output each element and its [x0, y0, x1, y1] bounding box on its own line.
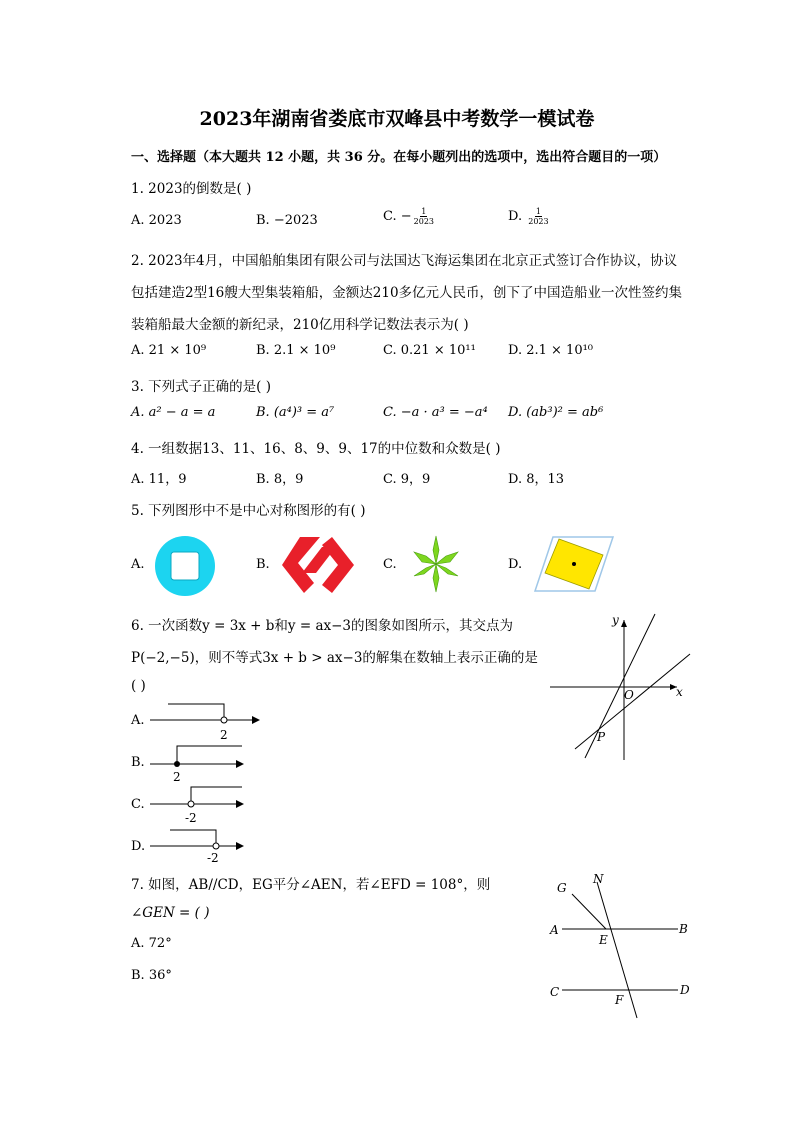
q5-option-b-label: B.	[256, 557, 270, 572]
q1-option-c	[383, 207, 434, 226]
axis-arrow-icon	[236, 760, 244, 768]
leaf-bottom	[433, 564, 439, 592]
steep-line	[585, 614, 655, 758]
q4-stem: 4. 一组数据13、11、16、8、9、9、17的中位数和众数是( )	[131, 441, 501, 457]
x-axis-label: x	[676, 685, 683, 699]
closed-point	[174, 761, 180, 767]
label-e: E	[599, 933, 608, 947]
label-a: A	[550, 923, 559, 937]
leaf-lower-right	[436, 564, 458, 576]
leaf-lower-left	[414, 564, 436, 576]
q2-line-2: 包括建造2型16艘大型集装箱船，金额达210多亿元人民币，创下了中国造船业一次性签约集	[131, 285, 683, 301]
q2-line-1: 2. 2023年4月，中国船舶集团有限公司与法国达飞海运集团在北京正式签订合作协议，协议	[131, 253, 678, 269]
q2-line-3: 装箱船最大金额的新纪录，210亿用科学记数法表示为( )	[131, 317, 469, 333]
q7-option-b: B. 36°	[131, 968, 172, 983]
axis-arrow-icon	[252, 716, 260, 724]
q5-option-a-label: A.	[131, 557, 145, 572]
open-point	[221, 717, 227, 723]
q7-option-a: A. 72°	[131, 936, 172, 951]
q1-option-c-prefix: C. −	[383, 209, 412, 224]
q6-line-1: 6. 一次函数y = 3x + b和y = ax−3的图象如图所示，其交点为	[131, 618, 514, 634]
q2-option-a: A. 21 × 10⁹	[131, 343, 207, 358]
q4-option-d: D. 8，13	[508, 472, 565, 487]
ray-eg	[572, 894, 606, 929]
q3-option-c: C. −a · a³ = −a⁴	[383, 405, 488, 420]
q1-option-c-fraction	[414, 207, 434, 226]
q6-option-b-label: B.	[131, 755, 145, 770]
tick-label: -2	[207, 851, 219, 865]
leaf-top	[433, 536, 439, 564]
label-b: B	[679, 922, 688, 936]
q6-option-d-label: D.	[131, 839, 146, 854]
y-axis-arrow-icon	[621, 620, 627, 627]
q1-option-d	[508, 207, 549, 226]
q7-figure	[540, 866, 700, 1026]
q1-option-d-den: 2023	[528, 217, 549, 226]
label-g: G	[557, 881, 567, 895]
q4-option-c: C. 9，9	[383, 472, 431, 487]
point-p-label: P	[597, 730, 606, 744]
section-heading: 一、选择题（本大题共 12 小题，共 36 分。在每小题列出的选项中，选出符合题目的一项）	[131, 150, 667, 165]
solution-ray	[170, 830, 216, 846]
axis-arrow-icon	[236, 800, 244, 808]
q1-option-c-num: 1	[421, 207, 427, 216]
q4-option-b: B. 8，9	[256, 472, 304, 487]
q3-option-b: B. (a⁴)³ = a⁷	[256, 405, 335, 420]
q6-option-c-label: C.	[131, 797, 145, 812]
q3-stem: 3. 下列式子正确的是( )	[131, 379, 271, 395]
q6-line-2: P(−2,−5)，则不等式3x + b > ax−3的解集在数轴上表示正确的是	[131, 650, 538, 666]
leaf-upper-right	[436, 552, 458, 564]
q1-stem: 1. 2023的倒数是( )	[131, 181, 252, 197]
q6-line-3: ( )	[131, 678, 146, 694]
q2-option-d: D. 2.1 × 10¹⁰	[508, 343, 594, 358]
q5-figure-b	[280, 535, 356, 595]
q3-option-d: D. (ab³)² = ab⁶	[508, 405, 604, 420]
q6-number-line-d	[150, 824, 250, 868]
q6-number-line-a	[150, 698, 265, 742]
tick-label: 2	[220, 728, 228, 742]
page-title: 2023年湖南省娄底市双峰县中考数学一模试卷	[199, 108, 595, 130]
q1-option-d-prefix: D.	[508, 209, 527, 224]
q6-graph	[545, 610, 695, 765]
solution-ray	[168, 704, 224, 720]
q5-stem: 5. 下列图形中不是中心对称图形的有( )	[131, 503, 366, 519]
q1-option-d-fraction	[528, 207, 548, 226]
q2-option-b: B. 2.1 × 10⁹	[256, 343, 336, 358]
q2-option-c: C. 0.21 × 10¹¹	[383, 343, 476, 358]
q5-figure-c	[400, 530, 472, 598]
solution-ray	[191, 787, 242, 804]
q6-number-line-c	[150, 782, 250, 826]
label-c: C	[550, 985, 560, 999]
open-point	[213, 843, 219, 849]
q6-number-line-b	[150, 740, 250, 784]
label-n: N	[593, 872, 604, 886]
solution-ray	[177, 746, 242, 764]
center-dot	[572, 562, 576, 566]
q5-option-d-label: D.	[508, 557, 523, 572]
q1-option-d-num: 1	[535, 207, 541, 216]
q7-line-2: ∠GEN = ( )	[131, 905, 210, 921]
q5-option-c-label: C.	[383, 557, 397, 572]
origin-label: O	[624, 688, 634, 702]
leaf-upper-left	[414, 552, 436, 564]
label-f: F	[615, 993, 624, 1007]
q5-figure-d	[533, 533, 615, 595]
q1-option-b: B. −2023	[256, 213, 318, 228]
q6-option-a-label: A.	[131, 713, 145, 728]
label-d: D	[680, 983, 690, 997]
tick-label: 2	[173, 770, 181, 784]
q1-option-c-den: 2023	[413, 217, 434, 226]
q1-option-a: A. 2023	[131, 213, 182, 228]
q7-line-1: 7. 如图，AB//CD，EG平分∠AEN，若∠EFD = 108°，则	[131, 877, 491, 893]
axis-arrow-icon	[236, 842, 244, 850]
q5-figure-a	[154, 535, 216, 597]
q4-option-a: A. 11，9	[131, 472, 187, 487]
chevron-right-shape	[322, 537, 354, 593]
open-point	[188, 801, 194, 807]
q3-option-a: A. a² − a = a	[131, 405, 216, 420]
coin-square-hole	[171, 552, 199, 580]
tick-label: -2	[185, 811, 197, 825]
y-axis-label: y	[612, 613, 619, 627]
